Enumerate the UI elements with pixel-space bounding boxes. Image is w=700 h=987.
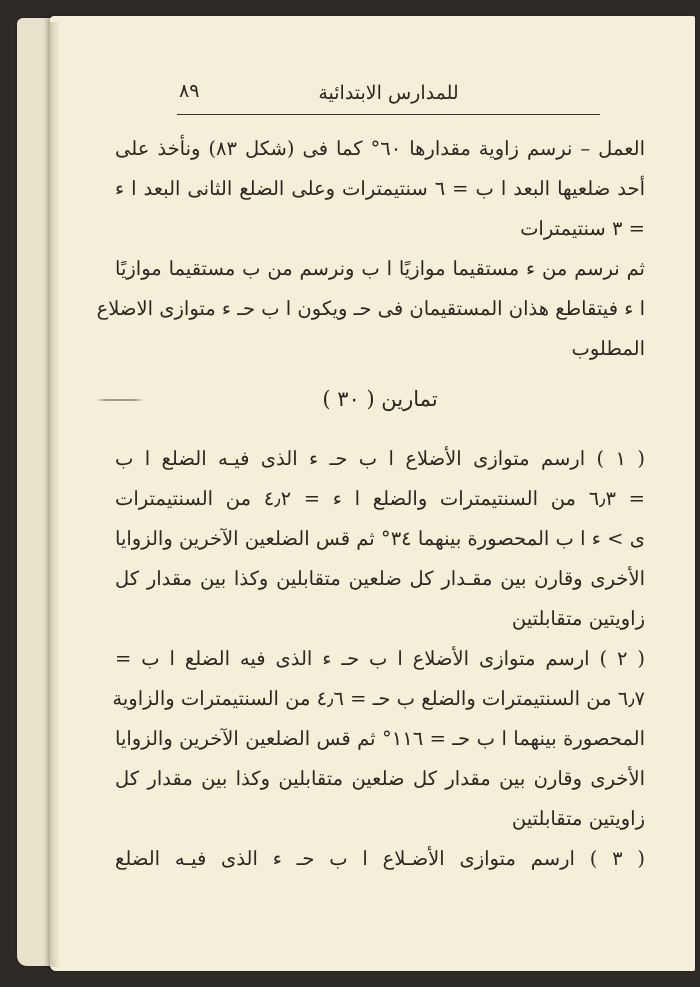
- text-line: العمل – نرسم زاوية مقدارها ٦٠° كما فى (شكل ٨٣) ونأخذ على: [115, 137, 645, 160]
- text-line: الأخرى وقارن بين مقـدار كل ضلعين متقابلين وكذا بين مقدار كل: [115, 567, 645, 590]
- text-line: ٦٫٧ من السنتيمترات والضلع ب حـ = ٤٫٦ من السنتيمترات والزاوية: [112, 687, 645, 710]
- exercise-2: [112, 639, 645, 839]
- text-line: ثم نرسم من ء مستقيما موازيًا ا ب ونرسم من ب مستقيما موازيًا: [115, 257, 645, 280]
- text-line: أحد ضلعيها البعد ا ب = ٦ سنتيمترات وعلى الضلع الثانى البعد ا ء: [115, 177, 645, 200]
- text-line: = ٣ سنتيمترات: [520, 217, 645, 240]
- text-line: = ٦٫٣ من السنتيمترات والضلع ا ء = ٤٫٢ من السنتيمترات: [115, 487, 645, 510]
- exercises-heading: تمارين ( ٣٠ ): [322, 387, 438, 411]
- exercise-1: [115, 439, 645, 639]
- text-line: ( ٢ ) ارسم متوازى الأضلاع ا ب حـ ء الذى فيه الضلع ا ب =: [115, 647, 645, 670]
- text-line: ا ء فيتقاطع هذان المستقيمان فى حـ ويكون ا ب حـ ء متوازى الاضلاع: [96, 297, 645, 320]
- paragraph-method: [115, 129, 645, 249]
- paragraph-construction: [96, 249, 645, 369]
- text-line: الأخرى وقارن بين مقدار كل ضلعين متقابلين وكذا بين مقدار كل: [115, 767, 645, 790]
- running-header: [177, 70, 600, 115]
- text-line: زاويتين متقابلتين: [511, 807, 645, 830]
- page-number: ٨٩: [179, 80, 200, 102]
- text-line: ى > ء ا ب المحصورة بينهما ٣٤° ثم قس الضلعين الآخرين والزوايا: [115, 527, 645, 550]
- page-content: [96, 70, 645, 950]
- text-line: زاويتين متقابلتين: [511, 607, 645, 630]
- text-line: ( ٣ ) ارسم متوازى الأضـلاع ا ب حـ ء الذى فيـه الضلع: [115, 847, 645, 870]
- text-line: ( ١ ) ارسم متوازى الأضلاع ا ب حـ ء الذى فيـه الضلع ا ب: [115, 447, 645, 470]
- text-line: المطلوب: [571, 337, 645, 360]
- text-line: المحصورة بينهما ا ب حـ = ١١٦° ثم قس الضلعين الآخرين والزوايا: [115, 727, 645, 750]
- page-spine-shadow: [50, 22, 60, 967]
- exercise-3: [115, 839, 645, 879]
- running-title: للمدارس الابتدائية: [318, 82, 459, 104]
